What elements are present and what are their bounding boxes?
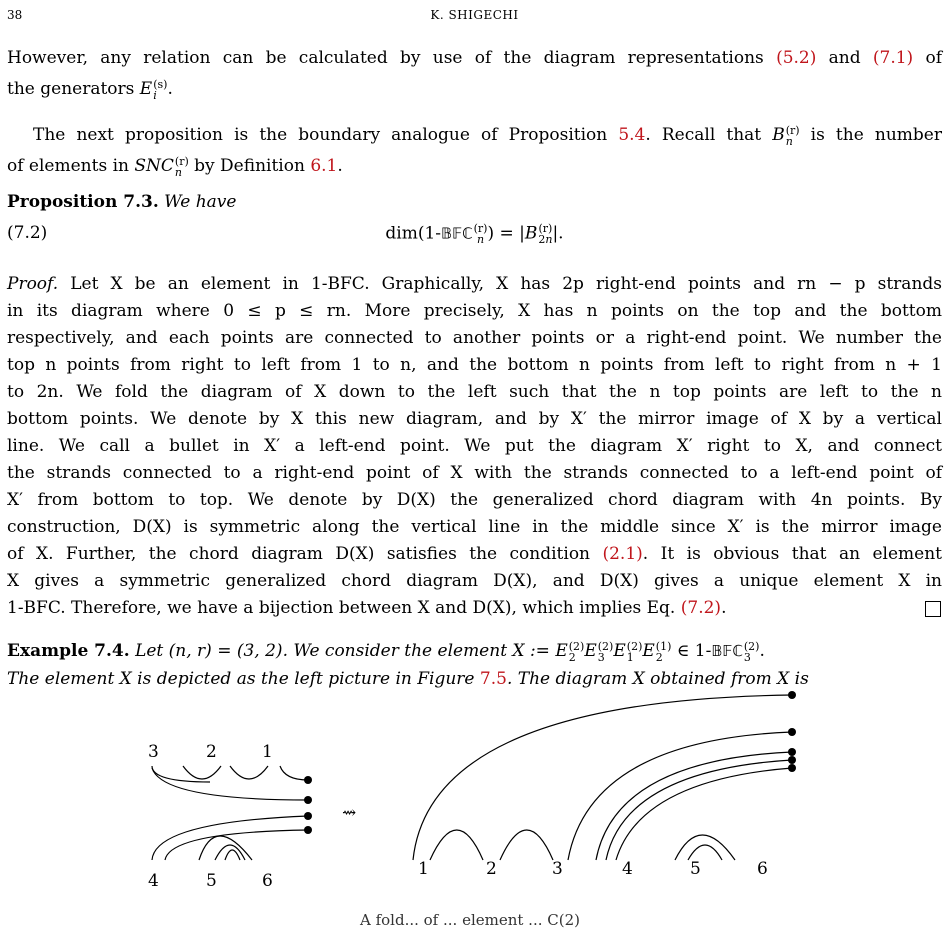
paragraph-2-line-2: of elements in SNC (r) n by Definition 6.1. xyxy=(7,154,343,179)
strand xyxy=(616,768,792,860)
strand xyxy=(596,752,792,860)
end-point xyxy=(788,691,796,699)
strand xyxy=(230,766,268,779)
label: 3 xyxy=(552,859,563,879)
strand xyxy=(606,760,792,860)
proof-line: of X. Further, the chord diagram D(X) satisfies the condition (2.1). It is obvious that an element xyxy=(7,544,943,564)
strand xyxy=(183,766,221,779)
strand xyxy=(152,816,308,860)
page-number: 38 xyxy=(7,8,23,22)
paragraph-1-line-2: the generators E (s) i . xyxy=(7,77,173,102)
end-point xyxy=(304,776,312,784)
label: 6 xyxy=(262,871,273,891)
end-point xyxy=(788,764,796,772)
strand xyxy=(225,850,240,860)
equation-number: (7.2) xyxy=(7,223,48,243)
equation-7-2: dim(1-𝔹𝔽ℂ (r) n ) = |B (r) 2n |. xyxy=(385,222,564,246)
fold-arrow: ⇝ xyxy=(342,803,357,823)
label: 5 xyxy=(690,859,701,879)
proof-line: construction, D(X) is symmetric along the vertical line in the middle since X′ is the mirror image xyxy=(7,517,942,537)
strand xyxy=(688,845,722,860)
proof-line: X′ from bottom to top. We denote by D(X) the generalized chord diagram with 4n points. By xyxy=(7,490,942,510)
paragraph-2-line-1: The next proposition is the boundary analogue of Proposition 5.4. Recall that B (r) n is the number xyxy=(33,123,942,148)
strand xyxy=(500,830,553,860)
proof-line: in its diagram where 0 ≤ p ≤ rn. More precisely, X has n points on the top and the bottom xyxy=(7,301,942,321)
strand xyxy=(199,836,252,860)
proof-line: respectively, and each points are connected to another points or a right-end point. We number the xyxy=(7,328,942,348)
proof-line: X gives a symmetric generalized chord diagram D(X), and D(X) gives a unique element X in xyxy=(7,571,942,591)
proof-line: line. We call a bullet in X′ a left-end point. We put the diagram X′ right to X, and connect xyxy=(7,436,942,456)
proof-line: the strands connected to a right-end point of X with the strands connected to a left-end point of xyxy=(7,463,942,483)
proposition-7-3: Proposition 7.3. We have xyxy=(7,192,237,212)
figure-caption-partial: A fold... of ... element ... C(2) xyxy=(360,911,580,929)
label: 4 xyxy=(148,871,159,891)
label: 6 xyxy=(757,859,768,879)
example-7-4-line-1: Example 7.4. Let (n, r) = (3, 2). We consider the element X := E (2) 2 E (2) 3 E (2) 1 E (1) 2 ∈ 1-𝔹𝔽ℂ (2) 3 . xyxy=(7,639,765,664)
ref-def-6-1[interactable]: 6.1 xyxy=(310,156,338,176)
end-point xyxy=(788,756,796,764)
ref-prop-5-4[interactable]: 5.4 xyxy=(618,125,646,145)
label: 3 xyxy=(148,742,159,762)
label: 4 xyxy=(622,859,633,879)
ref-7-1[interactable]: (7.1) xyxy=(872,48,914,68)
label: 5 xyxy=(206,871,217,891)
label: 2 xyxy=(206,742,217,762)
end-point xyxy=(304,826,312,834)
end-point xyxy=(304,812,312,820)
strand xyxy=(430,830,483,860)
label: 1 xyxy=(418,859,429,879)
proof-line: 1-BFC. Therefore, we have a bijection between X and D(X), which implies Eq. (7.2). xyxy=(7,598,727,618)
proof-line: Proof. Let X be an element in 1-BFC. Graphically, X has 2p right-end points and rn − p strands xyxy=(7,274,942,294)
proof-line: bottom points. We denote by X this new diagram, and by X′ the mirror image of X by a vertical xyxy=(7,409,942,429)
label: 2 xyxy=(486,859,497,879)
end-point xyxy=(788,728,796,736)
running-title: K. SHIGECHI xyxy=(430,8,519,22)
ref-5-2[interactable]: (5.2) xyxy=(776,48,817,68)
strand xyxy=(280,766,308,780)
strand xyxy=(675,835,735,860)
end-point xyxy=(304,796,312,804)
paragraph-1-line-1: However, any relation can be calculated by use of the diagram representations (5.2) and (7.1) of xyxy=(7,48,943,68)
strand xyxy=(413,695,792,860)
strand xyxy=(165,830,308,860)
ref-2-1[interactable]: (2.1) xyxy=(602,544,643,564)
label: 1 xyxy=(262,742,273,762)
end-point xyxy=(788,748,796,756)
example-7-4-line-2: The element X is depicted as the left picture in Figure 7.5. The diagram X obtained from X is xyxy=(7,669,809,689)
ref-fig-7-5[interactable]: 7.5 xyxy=(479,669,507,689)
ref-eq-7-2[interactable]: (7.2) xyxy=(680,598,722,618)
proof-line: to 2n. We fold the diagram of X down to the left such that the n top points are left to the n xyxy=(7,382,942,402)
proof-line: top n points from right to left from 1 to n, and the bottom n points from left to right from n + 1 xyxy=(7,355,942,375)
